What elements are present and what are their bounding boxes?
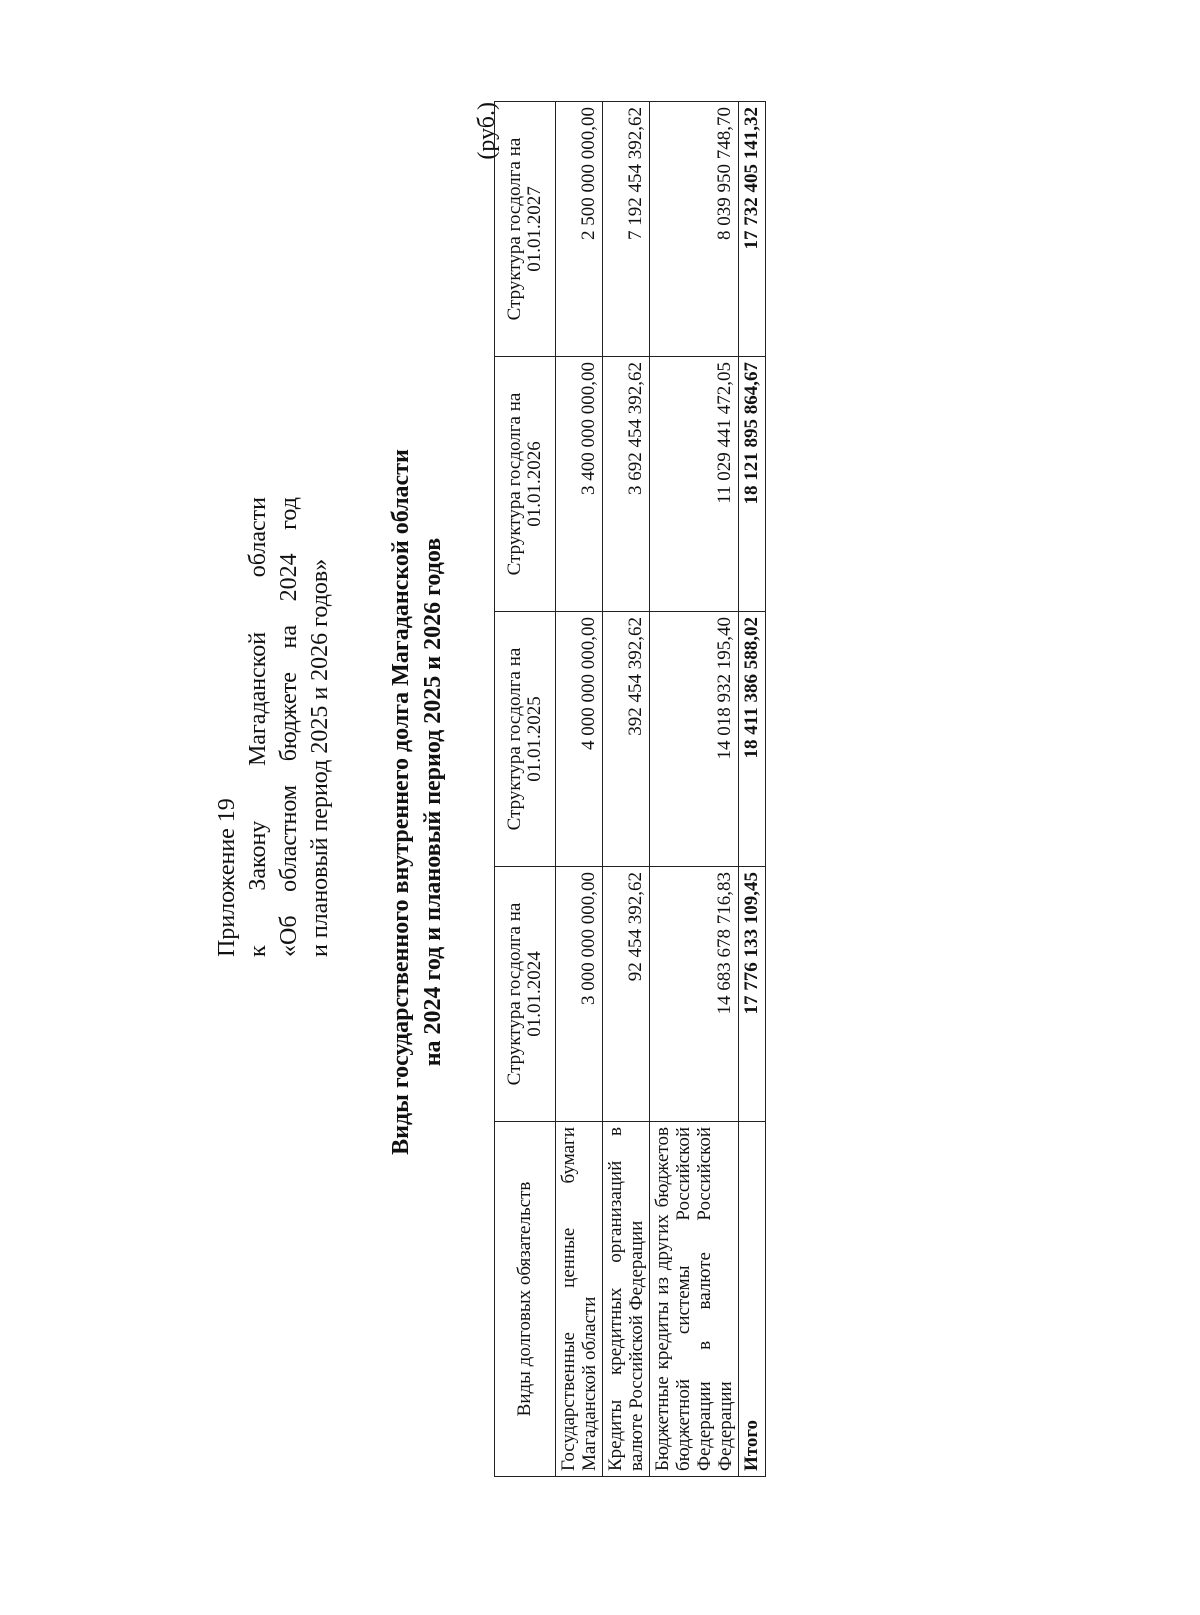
appendix-word: бюджете: [276, 672, 302, 762]
debt-structure-table: [494, 101, 766, 1477]
value-cell: 4 000 000 000,00: [556, 612, 603, 867]
value-cell: 14 683 678 716,83: [650, 867, 739, 1122]
value-cell: 14 018 932 195,40: [650, 612, 739, 867]
column-header: Виды долговых обязательств: [495, 1122, 556, 1477]
total-label-cell: Итого: [739, 1122, 766, 1477]
document-page: [190, 92, 990, 1512]
table-row: [603, 102, 650, 1477]
value-cell: 392 454 392,62: [603, 612, 650, 867]
document-title: [385, 92, 449, 1512]
table-row: [556, 102, 603, 1477]
appendix-number: Приложение 19: [214, 798, 240, 957]
debt-type-cell: Кредиты кредитных организаций в валюте Российской Федерации: [603, 1122, 650, 1477]
value-cell: 11 029 441 472,05: [650, 357, 739, 612]
appendix-word: областном: [276, 784, 302, 892]
document-title-line: на 2024 год и плановый период 2025 и 2026 годов: [420, 537, 446, 1067]
appendix-word: области: [245, 497, 271, 578]
total-value-cell: 18 411 386 588,02: [739, 612, 766, 867]
column-header: Структура госдолга на 01.01.2026: [495, 357, 556, 612]
appendix-law-title-line: [274, 497, 305, 957]
value-cell: 3 692 454 392,62: [603, 357, 650, 612]
appendix-word: «Об: [276, 915, 302, 957]
appendix-word: Магаданской: [245, 631, 271, 767]
currency-unit: (руб.): [474, 102, 500, 160]
column-header: Структура госдолга на 01.01.2024: [495, 867, 556, 1122]
appendix-law-period-line: и плановый период 2025 и 2026 годов»: [307, 558, 333, 957]
table-row: [650, 102, 739, 1477]
appendix-word: Закону: [245, 820, 271, 891]
column-header: Структура госдолга на 01.01.2025: [495, 612, 556, 867]
value-cell: 92 454 392,62: [603, 867, 650, 1122]
appendix-word: на: [276, 625, 302, 649]
total-value-cell: 17 732 405 141,32: [739, 102, 766, 357]
value-cell: 3 000 000 000,00: [556, 867, 603, 1122]
appendix-word: 2024: [276, 553, 302, 602]
document-title-line: Виды государственного внутреннего долга Магаданской области: [388, 449, 414, 1155]
appendix-word: к: [245, 945, 271, 957]
value-cell: 7 192 454 392,62: [603, 102, 650, 357]
debt-type-cell: Бюджетные кредиты из других бюджетов бюджетной системы Российской Федерации в валюте Российской Федерации: [650, 1122, 739, 1477]
appendix-word: год: [276, 497, 302, 530]
column-header: Структура госдолга на 01.01.2027: [495, 102, 556, 357]
value-cell: 3 400 000 000,00: [556, 357, 603, 612]
table-total-row: [739, 102, 766, 1477]
appendix-law-line: [243, 497, 274, 957]
debt-type-cell: Государственные ценные бумаги Магаданской области: [556, 1122, 603, 1477]
table-header-row: [495, 102, 556, 1477]
total-value-cell: 17 776 133 109,45: [739, 867, 766, 1122]
value-cell: 2 500 000 000,00: [556, 102, 603, 357]
appendix-reference: [212, 497, 336, 957]
total-value-cell: 18 121 895 864,67: [739, 357, 766, 612]
value-cell: 8 039 950 748,70: [650, 102, 739, 357]
